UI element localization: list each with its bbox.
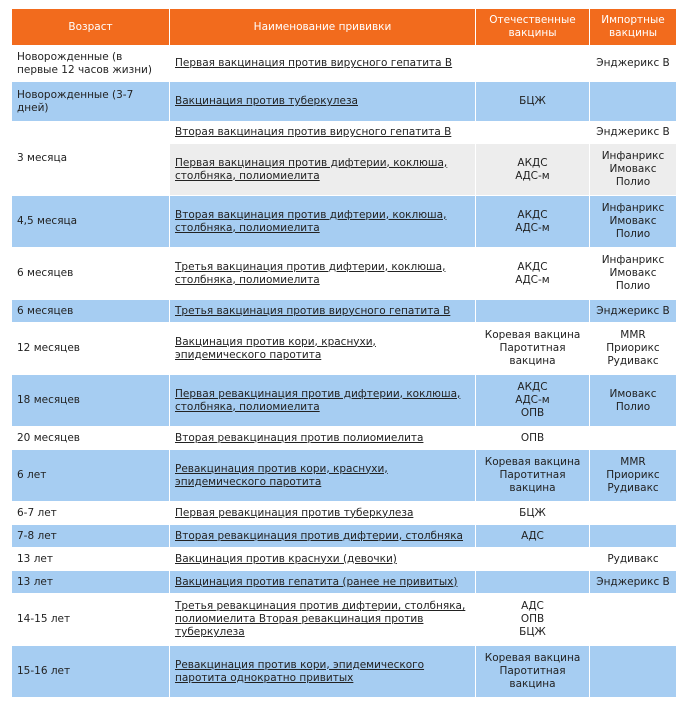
- imported-cell: Инфанрикс Имовакс Полио: [590, 248, 677, 300]
- age-cell: 7-8 лет: [12, 525, 170, 548]
- age-cell: 4,5 месяца: [12, 196, 170, 248]
- domestic-cell: БЦЖ: [476, 82, 590, 122]
- imported-cell: Рудивакс: [590, 548, 677, 571]
- vaccination-link[interactable]: Вторая вакцинация против дифтерии, коклюша, столбняка, полиомиелита: [170, 196, 476, 248]
- imported-cell: [590, 427, 677, 450]
- table-row: [12, 375, 677, 427]
- domestic-cell: АКДС АДС-м: [476, 144, 590, 196]
- age-cell: 6 лет: [12, 450, 170, 502]
- vaccination-link[interactable]: Третья вакцинация против дифтерии, коклюша, столбняка, полиомиелита: [170, 248, 476, 300]
- imported-cell: [590, 82, 677, 122]
- table-row: [12, 571, 677, 594]
- age-cell: 3 месяца: [12, 122, 170, 196]
- domestic-cell: [476, 122, 590, 144]
- domestic-cell: [476, 46, 590, 82]
- imported-cell: [590, 646, 677, 698]
- domestic-cell: АДС: [476, 525, 590, 548]
- age-cell: Новорожденные (3-7 дней): [12, 82, 170, 122]
- age-cell: 15-16 лет: [12, 646, 170, 698]
- table-row: [12, 196, 677, 248]
- imported-cell: Энджерикс В: [590, 122, 677, 144]
- age-cell: 18 месяцев: [12, 375, 170, 427]
- vaccination-link[interactable]: Первая вакцинация против вирусного гепатита В: [170, 46, 476, 82]
- domestic-cell: АКДС АДС-м: [476, 248, 590, 300]
- header-vaccination-name: Наименование прививки: [170, 9, 476, 46]
- vaccination-link[interactable]: Третья ревакцинация против дифтерии, столбняка, полиомиелита Вторая ревакцинация против туберкулеза: [170, 594, 476, 646]
- imported-cell: Инфанрикс Имовакс Полио: [590, 196, 677, 248]
- table-row: [12, 502, 677, 525]
- domestic-cell: АДС ОПВ БЦЖ: [476, 594, 590, 646]
- table-row: [12, 248, 677, 300]
- vaccination-link[interactable]: Первая ревакцинация против туберкулеза: [170, 502, 476, 525]
- domestic-cell: Коревая вакцина Паротитная вакцина: [476, 323, 590, 375]
- domestic-cell: [476, 548, 590, 571]
- header-domestic-vaccines: Отечественные вакцины: [476, 9, 590, 46]
- vaccination-link[interactable]: Вторая ревакцинация против дифтерии, столбняка: [170, 525, 476, 548]
- vaccination-schedule: [11, 8, 677, 698]
- table-row: [12, 46, 677, 82]
- domestic-cell: АКДС АДС-м ОПВ: [476, 375, 590, 427]
- vaccination-link[interactable]: Вакцинация против гепатита (ранее не привитых): [170, 571, 476, 594]
- header-imported-vaccines: Импортные вакцины: [590, 9, 677, 46]
- table-row: [12, 525, 677, 548]
- age-cell: 6 месяцев: [12, 300, 170, 323]
- table-row: [12, 122, 677, 144]
- age-cell: 6 месяцев: [12, 248, 170, 300]
- table-row: [12, 82, 677, 122]
- table-row: [12, 300, 677, 323]
- age-cell: 20 месяцев: [12, 427, 170, 450]
- table-row: [12, 450, 677, 502]
- imported-cell: [590, 594, 677, 646]
- vaccination-link[interactable]: Ревакцинация против кори, эпидемического паротита однократно привитых: [170, 646, 476, 698]
- domestic-cell: [476, 571, 590, 594]
- age-cell: 14-15 лет: [12, 594, 170, 646]
- vaccination-link[interactable]: Вторая вакцинация против вирусного гепатита В: [170, 122, 476, 144]
- age-cell: 13 лет: [12, 548, 170, 571]
- imported-cell: Энджерикс В: [590, 46, 677, 82]
- imported-cell: MMR Приорикс Рудивакс: [590, 450, 677, 502]
- domestic-cell: ОПВ: [476, 427, 590, 450]
- vaccination-link[interactable]: Первая ревакцинация против дифтерии, коклюша, столбняка, полиомиелита: [170, 375, 476, 427]
- vaccination-link[interactable]: Вторая ревакцинация против полиомиелита: [170, 427, 476, 450]
- table-row: [12, 646, 677, 698]
- imported-cell: Энджерикс В: [590, 300, 677, 323]
- domestic-cell: [476, 300, 590, 323]
- vaccination-link[interactable]: Вакцинация против краснухи (девочки): [170, 548, 476, 571]
- age-cell: 13 лет: [12, 571, 170, 594]
- header-age: Возраст: [12, 9, 170, 46]
- table-row: [12, 548, 677, 571]
- vaccination-link[interactable]: Вакцинация против туберкулеза: [170, 82, 476, 122]
- imported-cell: Энджерикс В: [590, 571, 677, 594]
- vaccination-link[interactable]: Вакцинация против кори, краснухи, эпидемического паротита: [170, 323, 476, 375]
- table-row: [12, 323, 677, 375]
- table-row: [12, 594, 677, 646]
- vaccination-link[interactable]: Первая вакцинация против дифтерии, коклюша, столбняка, полиомиелита: [170, 144, 476, 196]
- imported-cell: [590, 525, 677, 548]
- imported-cell: MMR Приорикс Рудивакс: [590, 323, 677, 375]
- imported-cell: Инфанрикс Имовакс Полио: [590, 144, 677, 196]
- vaccination-table: [11, 8, 677, 698]
- imported-cell: [590, 502, 677, 525]
- domestic-cell: Коревая вакцина Паротитная вакцина: [476, 450, 590, 502]
- vaccination-link[interactable]: Третья вакцинация против вирусного гепатита В: [170, 300, 476, 323]
- domestic-cell: Коревая вакцина Паротитная вакцина: [476, 646, 590, 698]
- domestic-cell: БЦЖ: [476, 502, 590, 525]
- age-cell: Новорожденные (в первые 12 часов жизни): [12, 46, 170, 82]
- domestic-cell: АКДС АДС-м: [476, 196, 590, 248]
- table-row: [12, 427, 677, 450]
- age-cell: 6-7 лет: [12, 502, 170, 525]
- table-header-row: [12, 9, 677, 46]
- age-cell: 12 месяцев: [12, 323, 170, 375]
- imported-cell: Имовакс Полио: [590, 375, 677, 427]
- vaccination-link[interactable]: Ревакцинация против кори, краснухи, эпидемического паротита: [170, 450, 476, 502]
